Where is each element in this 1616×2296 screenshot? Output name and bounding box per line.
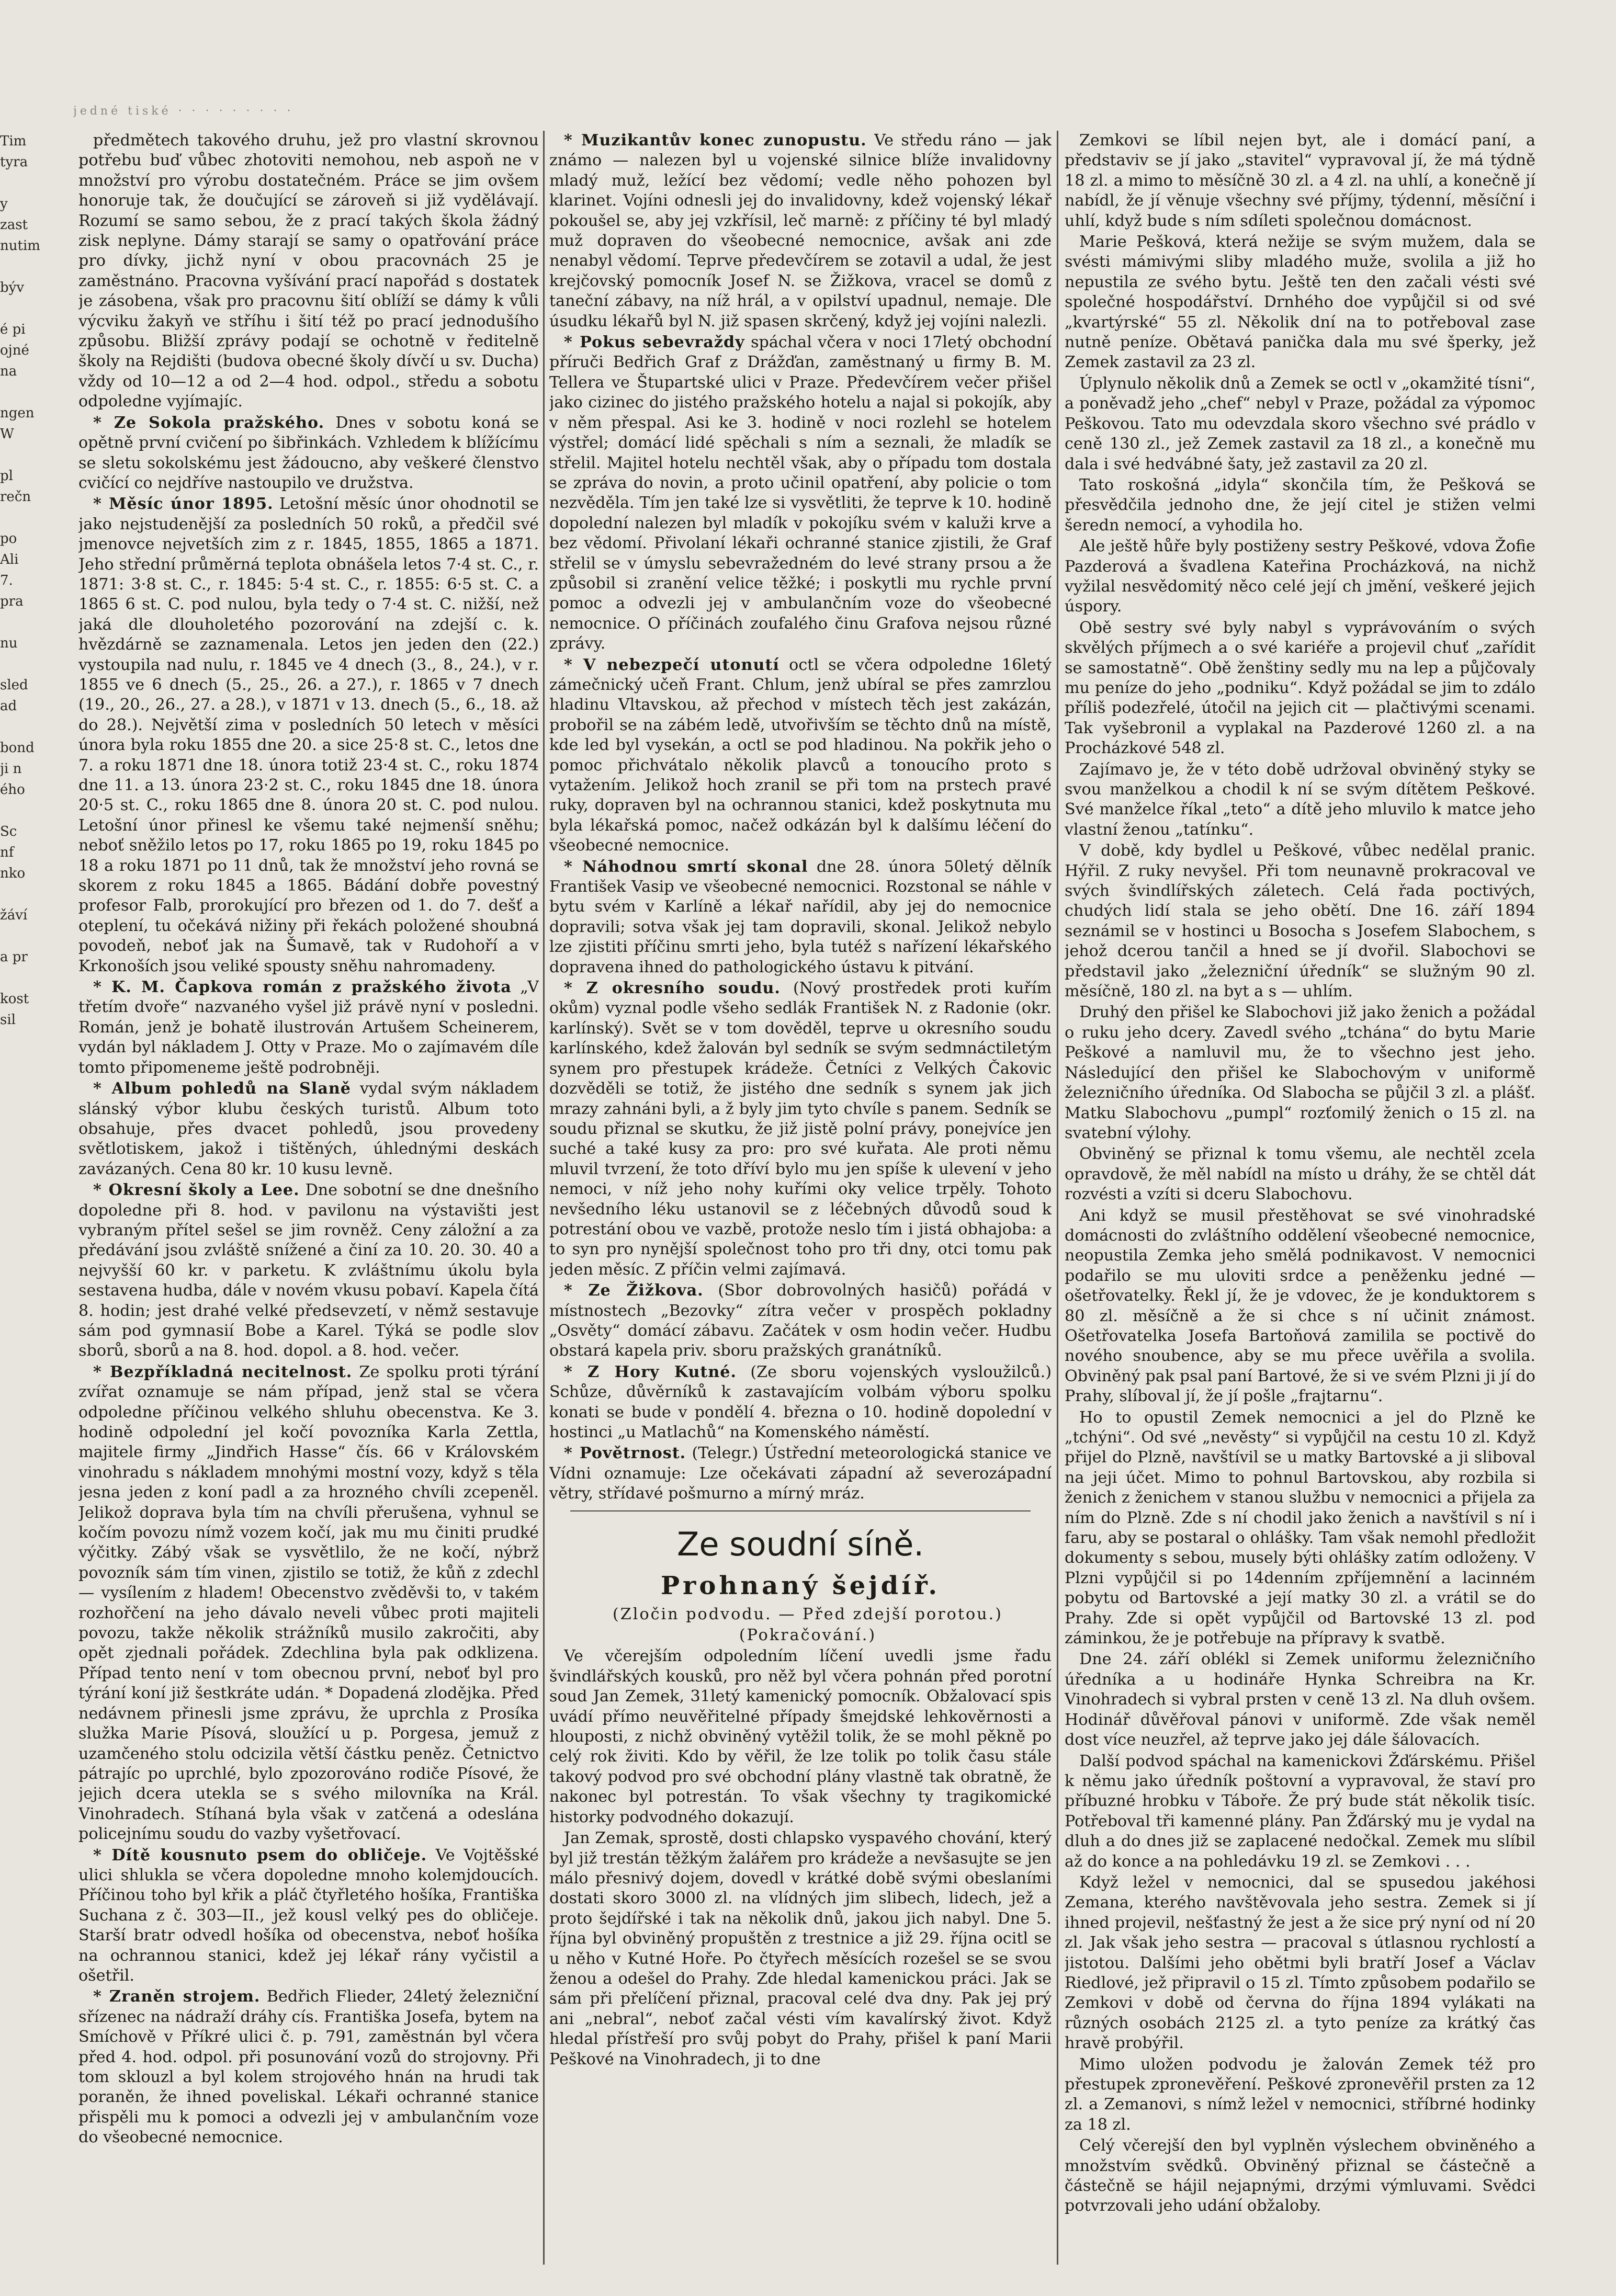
edge-fragment: é pi (0, 322, 26, 337)
edge-fragment: ojné (0, 343, 29, 358)
edge-fragment: ngen (0, 405, 35, 421)
edge-fragment: zast (0, 217, 28, 233)
news-item (78, 1846, 539, 1986)
news-text: Bedřich Flieder, 24letý železniční sřízenec na nádraží dráhy cís. Františka Josefa, bytem na Smíchově v Příkré ulici č. p. 791, zaměstnán byl včera před 4. hod. odpol. při posunování vozů do strojovny. Při tom sklouzl a byl kolem strojového hnán na hrudi tak poraněn, že ihned poveliskal. Lékaři ochranné stanice přispěli mu k pomoci a odvezli jej v ambulančním voze do všeobecné nemocnice. (78, 1987, 539, 2147)
edge-fragment (0, 382, 46, 403)
news-text: octl se včera odpoledne 16letý zámečnický učeň Frant. Chlum, jenž ubíral se přes zamrzlou hladinu Vltavskou, až přechod v místech těch jest zakázán, probořil se na zábém ledě, utvořivším se těchto dnů na místě, kde led byl vysekán, a octl se pod hladinou. Na pokřik jeho o pomoc přichvátalo několik plavců a tonoucího proto s vytažením. Jelikož hoch zranil se při tom na prstech pravé ruky, dopraven byl na ochrannou stanici, kdež poskytnuta mu byla lékařská pomoc, načež odkázán byl k dalšímu léčení do všeobecné nemocnice. (549, 655, 1052, 855)
court-paragraph: Zajímavo je, že v této době udržoval obviněný styky se svou manželkou a chodil k ní se svým dítětem Peškové. Své manželce říkal „teto“ a dítě jeho mluvilo k matce jeho vlastní ženou „tatínku“. (1065, 760, 1535, 839)
court-paragraph: Ale ještě hůře byly postiženy sestry Peškové, vdova Žofie Pazderová a švadlena Kateřina Procházková, na nichž vyžilal nesvědomitý něco celé její ch jmění, veškeré jejich úspory. (1065, 537, 1535, 616)
column-2-news (549, 131, 1052, 1504)
court-paragraph: Druhý den přišel ke Slabochovi již jako ženich a požádal o ruku jeho dcery. Zavedl svého „tchána“ do bytu Marie Peškové a namluvil mu, že to všechno jest jeho. Následující den přišel ke Slabochovým v uniformě železničního úředníka. Od Slabocha se půjčil 3 zl. a plášť. Matku Slabochovu „pumpl“ rozťomilý ženich o 15 zl. na svatební výlohy. (1065, 1003, 1535, 1142)
news-text: Letošní měsíc únor ohodnotil se jako nejstudenější za posledních 50 roků, a předčil své jmenovce nejvetších zim z r. 1845, 1855, 1865 a 1871. Jeho střední průměrná teplota obnášela letos 7·4 st. C., r. 1871: 3·8 st. C., r. 1845: 5·4 st. C., r. 1855: 6·5 st. C. a 1865 6 st. C. pod nulou, byla tedy o 7·4 st. C. nižší, než jaká dle dlouholetého pozorování na zdejší c. k. hvězdárně se zaznamenala. Letos jen jeden den (22.) vystoupila nad nulu, r. 1845 ve 4 dnech (3., 8., 24.), v r. 1855 ve 6 dnech (5., 25., 26. a 27.), r. 1865 v 7 dnech (19., 20., 26., 27. a 28.), v 1871 v 13. dnech (5., 6., 18. až do 28.). Největší zima v posledních 50 letech v měsíci února byla roku 1855 dne 20. a sice 25·8 st. C., letos dne 7. a roku 1871 dne 18. února totiž 23·4 st. C., roku 1874 dne 11. a 13. února 23·2 st. C., roku 1845 dne 18. února 20·5 st. C., roku 1865 dne 8. února 20 st. C. pod nulou. Letošní únor přinesl ke všemu také nejmenší sněhu; neboť sněžilo letos po 17, roku 1865 po 19, roku 1845 po 18 a roku 1871 po 11 dnů, tak že množství jeho rovná se skorem z roku 1845 a 1865. Bádání dobře povestný profesor Falb, prorokující pro březen od 1. do 7. dešť a oteplení, tu očekává nižiny při řekách položené shoubná povodeň, neboť jak na Šumavě, tak v Rudohoří a v Krkonoších jsou veliké spousty sněhu nahromadeny. (78, 495, 539, 975)
edge-fragment: po (0, 531, 17, 547)
news-text: (Ze sboru vojenských vysloužilců.) Schůze, důvěrníků k zastavajícím volbám výboru spolku konati se bude v pondělí 4. března o 10. hodině dopolední v hostinci „u Matlachů“ na Komenského náměstí. (549, 1362, 1052, 1441)
news-item (78, 1180, 539, 1361)
court-paragraph: Ho to opustil Zemek nemocnici a jel do Plzně ke „tchýni“. Od své „nevěsty“ si vypůjčil na cestu 10 zl. Když přijel do Plzně, navštívil se u matky Bartovské a ji sliboval na jeji účet. Mimo to pohnul Bartovskou, aby rozbila si ženich z ženichem v stanou službu v nemocnici a přijela za ním do Plzně. Zde s ní chodil jako ženich a navštívil s ní i faru, aby se postaral o ohlášky. Tam však nemohl předložit dokumenty s sebou, musely býti ohlášky zatím odloženy. V Plzni vypůjčil si po 14denním zpříjemnění a lacinném pobytu od Bartovské a její matky 30 zl. a vrátil se do Prahy. Zde si opět vypůjčil od Bartovské 13 zl. pod záminkou, že je potřebuje na přípravy k svatbě. (1065, 1408, 1535, 1648)
edge-fragment: sil (0, 1012, 16, 1028)
court-paragraph: V době, kdy bydlel u Peškové, vůbec nedělal pranic. Hýřil. Z ruky nevyšel. Při tom neunavně prokracoval ve svých švindlířských záletech. Celá řada poctivých, chudých lidí stala se jeho obětí. Dne 16. září 1894 seznámil se v hostinci u Bosocha s Josefem Slabochem, s jehož dcerou tančil a hned se jí dvořil. Slabochovi se představil jako „železniční úředník“ se služným 90 zl. měsíčně, 180 zl. na byt a s — uhlím. (1065, 842, 1535, 1001)
edge-fragment: rečn (0, 489, 31, 505)
edge-fragment: 7. (0, 573, 13, 588)
column-3 (1065, 131, 1535, 2275)
news-headline: * Povětrnost. (564, 1444, 686, 1463)
news-item (549, 333, 1052, 654)
column-2 (549, 131, 1052, 2275)
court-paragraph: Zemkovi se líbil nejen byt, ale i domácí paní, a představiv se jí jako „stavitel“ vypravoval jí, že má týdně 18 zl. a mimo to měsíčně 30 zl. a 4 zl. na uhlí, a konečně jí nabídl, že jí věnuje všechny své příjmy, týdenní, měsíční i uhlí, když bude s ním sdíleti společnou domácnost. (1065, 131, 1535, 230)
edge-fragment: pl (0, 468, 13, 484)
edge-fragment (0, 173, 46, 194)
edge-fragment (0, 926, 46, 947)
news-text: dne 28. února 50letý dělník František Vasip ve všeobecné nemocnici. Rozstonal se náhle v bytu svém v Karlíně a lékař nařídil, aby jej do nemocnice dopravili; sotva však jej tam dopravili, skonal. Jelikož nebylo lze zjistiti příčinu smrti jeho, byla tutéž s nařízení lékařského dopravena ihned do pathologického ústavu k pitvání. (549, 857, 1052, 976)
edge-fragment: ého (0, 782, 25, 798)
edge-fragment (0, 445, 46, 465)
news-text: spáchal včera v noci 17letý obchodní příruči Bedřich Graf z Drážďan, zaměstnaný u firmy B. M. Tellera ve Štupartské ulici v Praze. Předevčírem večer přišel jako cizinec do jistého pražského hotelu a najal si pokojík, aby v něm přespal. Asi ke 3. hodině v noci rozlehl se hotelem výstřel; domácí lidé spěchali s ním a seznali, že mladík se střelil. Majitel hotelu nechtěl však, aby o případu tom dostala se zpráva do novin, a proto učinil opatření, aby policie o tom nezvěděla. Tím jen také lze si vysvětliti, že teprve k 10. hodině dopolední nalezen byl mladík v pokojíku svém v kaluži krve a bez vědomí. Přivolaní lékaři ochranné stanice zjistili, že Graf střelil se v úmyslu sebevražedném do levé strany prsou a že způsobil si zranění velice těžké; i poskytli mu rychle první pomoc a odvezli jej v ambulančním voze do všeobecné nemocnice. O příčinách zoufalého činu Grafova nejsou různé zprávy. (549, 333, 1052, 653)
news-text: (Sbor dobrovolných hasičů) pořádá v místnostech „Bezovky“ zítra večer v prospěch pokladny „Osvěty“ domácí zábavu. Začátek v osm hodin večer. Hudbu obstará kapela priv. sboru pražských granátníků. (549, 1281, 1052, 1360)
edge-fragment: žáví (0, 907, 28, 923)
news-headline: * Muzikantův konec zunopustu. (564, 131, 867, 150)
edge-fragment: pra (0, 594, 24, 609)
edge-fragment (0, 884, 46, 905)
news-headline: * Ze Sokola pražského. (93, 413, 325, 432)
faded-top-text: jedné tiské · · · · · · · · · (73, 105, 294, 118)
news-text: „V třetím dvoře“ nazvaného vyšel již právě nyní v posledni. Román, jenž je bohatě ilustrován Artušem Scheinerem, vydán byl nákladem J. Otty v Praze. Mo o zajímavém díle tomto připomeneme ještě podrobněji. (78, 978, 539, 1077)
edge-fragment (0, 800, 46, 821)
news-item (549, 857, 1052, 977)
edge-fragment: bond (0, 740, 35, 756)
court-paragraph: Obviněný se přiznal k tomu všemu, ale nechtěl zcela opravdově, že měl nabídl na místo u dráhy, že se chtěl dát rozvésti a vzíti si dceru Slabochovu. (1065, 1145, 1535, 1204)
court-paragraph: Tato roskošná „idyla“ skončila tím, že Pešková se přesvědčila jednoho dne, že její citel je stižen velmi šeredn nemocí, a vyhodila ho. (1065, 475, 1535, 535)
case-subtitle: (Zločin podvodu. — Před zdejší porotou.) (613, 1605, 1003, 1623)
edge-fragment: býv (0, 280, 25, 295)
court-paragraph: Ve včerejším odpoledním líčení uvedli jsme řadu švindlářských kousků, pro něž byl včera pohnán před porotní soud Jan Zemek, 31letý kamenický pomocník. Obžalovací spis uvádí přímo neuvěřitelné případy šmejdské lehkověrnosti a hlouposti, z nichž obviněný vytěžil tolik, že se mohl pěkně po celý rok živiti. Kdo by věřil, že lze tolik po tolik času stále takový podvod pro své obchodní plány vlastně tak obratně, že nakonec byl potrestán. To však všechny ty tragikomické historky podvodného dokazují. (549, 1647, 1052, 1826)
news-item (78, 131, 539, 412)
court-paragraph: Celý včerejší den byl vyplněn výslechem obviněného a množstvím svědků. Obviněný přiznal se částečně a částečně se hájil nejapnými, drzými výmluvami. Svědci potvrzovali jeho udání obžaloby. (1065, 2136, 1535, 2215)
case-continuation: (Pokračování.) (739, 1626, 877, 1645)
edge-fragment: kost (0, 991, 29, 1007)
edge-fragment: Ali (0, 552, 19, 567)
edge-fragment (0, 968, 46, 988)
news-item (78, 494, 539, 976)
court-paragraph: Obě sestry své byly nabyl s vyprávováním o svých skvělých příjmech a o své kariéře a projevil chuť „zařídit se samostatně“. Obě ženštiny sedly mu na lep a půjčovaly mu peníze do jeho „podniku“. Když požádal se jim to zdálo příliš podezřelé, útočil na jejich cit — plačtivými scenami. Tak vyšebronil a vyplakal na Pazderové 1260 zl. a na Procházkové 548 zl. (1065, 618, 1535, 758)
court-paragraph: Marie Pešková, která nežije se svým mužem, dala se svésti mámivými sliby mladého muže, svolila a již ho nepustila ze svého bytu. Ještě ten den začali vésti své společné hospodářství. Drnhého doe vypůjčil si od své „kvartýrské“ 55 zl. Několik dní na to potřeboval zase nutně peníze. Obětavá panička dala mu své šperky, jež Zemek zastavil za 23 zl. (1065, 233, 1535, 372)
news-item (78, 1987, 539, 2147)
news-item (549, 1362, 1052, 1443)
news-headline: * Ze Žižkova. (564, 1281, 704, 1300)
court-paragraph: Úplynulo několik dnů a Zemek se octl v „okamžité tísni“, a poněvadž jeho „chef“ nebyl v Praze, požádal za výpomoc Peškovou. Tato mu odevzdala skoro všechno své prádlo v ceně 130 zl., jež Zemek zastavil za 18 zl., a konečně mu dala i své hedvábné šaty, jež zastavil za 20 zl. (1065, 374, 1535, 473)
news-text: vydal svým nákladem slánský výbor klubu českých turistů. Album toto obsahuje, přes dvacet pohledů, jsou provedeny světlotiskem, jakož i tištěných, úhlednými deskách zavázaných. Cena 80 kr. 10 kusu levně. (78, 1079, 539, 1178)
edge-fragment: na (0, 363, 17, 379)
edge-fragment: a pr (0, 949, 28, 965)
news-item (78, 413, 539, 494)
edge-fragment (0, 717, 46, 737)
column-rule-1 (543, 131, 545, 2265)
edge-fragment (0, 612, 46, 633)
court-paragraph: Další podvod spáchal na kamenickovi Žďárskému. Přišel k němu jako úředník poštovní a vypravoval, že staví pro příbuzné hrobku v Táboře. Že prý bude stát několik tisíc. Potřeboval tři kamenné plány. Pan Žďárský mu je vydal na dluh a do dnes již se zaplacené nedočkal. Zemek mu slíbil až do konce a na pohledávku 19 zl. se Zemkovi . . . (1065, 1752, 1535, 1871)
edge-fragment (0, 298, 46, 319)
news-item (78, 1362, 539, 1845)
news-headline: * Bezpříkladná necitelnost. (93, 1362, 353, 1381)
news-headline: * Zraněn strojem. (93, 1987, 261, 2006)
news-item (549, 655, 1052, 856)
edge-fragment: sled (0, 677, 28, 693)
news-headline: * Měsíc únor 1895. (93, 495, 274, 514)
column-1 (78, 131, 539, 2275)
news-text: Ve středu ráno — jak známo — nalezen byl u vojenské silnice blíže invalidovny mladý muž, ležící bez vědomí; vedle něho pohozen byl klarinet. Vojíni odnesli jej do invalidovny, kdež vojenský lékař pokoušel se, aby jej vzkřísil, leč marně: z příčiny té byl mladý muž dopraven do všeobecné nemocnice, avšak ani zde nenabyl vědomí. Teprve předevčírem se zotavil a udal, že jest krejčovský pomocník Josef N. se Žižkova, vracel se domů z taneční zábavy, na níž hrál, a v opilství upadnul, nemaje. Dle úsudku lékařů byl N. již spasen skrčený, když jej vojíni nalezli. (549, 131, 1052, 331)
edge-fragment: tyra (0, 154, 28, 170)
news-item (78, 977, 539, 1078)
news-headline: * Dítě kousnuto psem do obličeje. (93, 1846, 427, 1865)
section-divider (570, 1510, 1031, 1511)
section-title: Ze soudní síně. (676, 1525, 924, 1563)
court-paragraph: Jan Zemak, sprostě, dosti chlapsko vyspavého chování, který byl již trestán těžkým žalářem pro krádeže a nevšasujte se jen málo přesnivý dojem, dovedl v krátké době svými obeslaními dostati skoro 3000 zl. na vlídných jim slibech, lidech, jež a proto šejdířské i tak na několik dnů, jakou jich nabyl. Dne 5. října byl obviněný propuštěn z trestnice a již 29. října ocitl se u něho v Kutné Hoře. Po čtyřech měsících rozešel se se svou ženou a odešel do Prahy. Zde hledal kamenickou práci. Jak se sám při přelíčení přiznal, pracoval celé dva dny. Pak jej prý ani „nebral“, neboť začal vésti vím kavalírský život. Když hledal přístřeší pro svůj pobyt do Prahy, přišel k paní Marii Peškové na Vinohradech, ji to dne (549, 1829, 1052, 2068)
edge-fragment: nu (0, 635, 18, 651)
news-text: Ze spolku proti týrání zvířat oznamuje se nám případ, jenž stal se včera odpoledne příčinou velkého shluhu obecenstva. Ke 3. hodině odpolední jel kočí povozníka Karla Zettla, majitele firmy „Jindřich Hasse“ čís. 66 v Královském vinohradu s nákladem mnohými mostní vozy, když s těla jesna jeden z koní padl a za hrozného chvíli zcepeněl. Jelikož doprava byla tím na chvíli přerušena, vyhnul se kočím povozu nímž vozem kočí, jak mu mu činiti prudké výčitky. Zábý však se vysvětlilo, že ne kočí, nýbrž povozník sám tím vinen, zjistilo se totiž, že kůň z zdechl — vysílením z hladem! Obecenstvo zvěděvši to, v takém rozhořčení na jeho dávalo neveli vůbec proti majiteli povozu, takže několik strážníků musilo zakročiti, aby opět zjednali pořádek. Zdechlina byla pak odklizena. Případ tento není v tom obecnou první, neboť byl pro týrání koní již šestkráte udán. * Dopadená zlodějka. Před nedávnem přinesli jsme zprávu, že uprchla z Prosíka služka Marie Písová, sloužící u p. Porgesa, jemuž z uzamčeného stolu odcizila větší částku peněz. Četnictvo pátrajíc po uprchlé, bylo zpozorováno rodiče Písové, že jejich dcera utekla se s svého milovníka na Král. Vinohradech. Stíhaná byla však v zatčená a odeslána policejnímu soudu do vazby vyšetřovací. (78, 1362, 539, 1844)
edge-fragment: nko (0, 866, 26, 881)
news-item (549, 1443, 1052, 1504)
edge-fragment (0, 256, 46, 277)
news-text: (Telegr.) Ústřední meteorologická stanice ve Vídni oznamuje: Lze očekávati západní až severozápadní větry, střídavé pošmurno a mírný mráz. (549, 1444, 1052, 1503)
news-headline: * V nebezpečí utonutí (564, 655, 779, 674)
news-text: předmětech takového druhu, jež pro vlastní skrovnou potřebu buď vůbec zhotoviti nemohou, neb aspoň ne v množství pro výrobu dostatečném. Práce se jim ovšem honoruje tak, že doučující se zároveň si již vydělávají. Rozumí se samo sebou, že z prací takých škola žádný zisk neplyne. Dámy starají se samy o opatřování práce pro dívky, jichž nyní v obou pracovnách 25 je zaměstnáno. Pracovna vyšívání prací napořád s dostatek je zásobena, však pro pracovnu šití oblíží se dámy k vůli výcviku žakyň ve stříhu i šití též po prací jednodušího způsobu. Bližší zprávy podají se ochotně v ředitelně školy na Rejdišti (budova obecné školy dívčí u sv. Ducha) vždy od 10—12 a od 2—4 hod. odpol., středu a sobotu odpoledne vyjímajíc. (78, 131, 539, 411)
news-headline: * Z Hory Kutné. (564, 1362, 737, 1381)
court-paragraph: Dne 24. září oblékl si Zemek uniformu železničního úředníka a u hodináře Hynka Schreibra na Kr. Vinohradech si vybral prsten v ceně 13 zl. Na dluh ovšem. Hodinář důvěřoval pánovi v uniformě. Zde však neměl dost více neuzřel, až teprve jako jej dále šálovacích. (1065, 1650, 1535, 1749)
edge-fragment: Tim (0, 133, 27, 149)
court-paragraph: Ani když se musil přestěhovat se své vinohradské domácnosti do zvláštního oddělení všeobecné nemocnice, neopustila Zemka jeho smělá podnikavost. V nemocnici podařilo se mu uloviti srdce a peněženku jedné — ošetřovatelky. Řekl jí, že je vdovec, že je konduktorem s 80 zl. měsíčně a že si chce s ní učinit známost. Ošetřovatelka Josefa Bartoňová zamilila se poctivě do nového snoubence, aby se mu přece uvěřila a svolila. Obviněný pak psal paní Bartové, že si ve svém Plzni ji jí do Prahy, slíboval jí, že jí pošle „frajtarnu“. (1065, 1206, 1535, 1406)
edge-fragment: y (0, 196, 8, 212)
edge-fragment: W (0, 426, 14, 442)
news-item (549, 1281, 1052, 1361)
news-headline: * Z okresního soudu. (564, 979, 781, 998)
case-title: Prohnaný šejdíř. (660, 1571, 941, 1600)
edge-fragment (0, 507, 46, 528)
news-headline: * K. M. Čapkova román z pražského života (93, 978, 512, 997)
news-headline: * Okresní školy a Lee. (93, 1181, 300, 1200)
news-text: Dnes v sobotu koná se opětně první cvičení po šibřinkách. Vzhledem k blížícímu se sletu sokolskému jest žádoucno, aby veškeré členstvo cvičící co nejdříve nastoupilo ve družstva. (78, 413, 539, 492)
edge-fragment: ji n (0, 761, 22, 777)
court-paragraph: Mimo uložen podvodu je žalován Zemek též pro přestupek zpronevěření. Peškové zpronevěřil prsten za 12 zl. a Zemanovi, s nímž ležel v nemocnici, stříbrné hodinky za 18 zl. (1065, 2055, 1535, 2134)
court-report (549, 1646, 1052, 2070)
edge-fragment (0, 654, 46, 675)
news-headline: * Pokus sebevraždy (564, 333, 745, 352)
edge-fragment: ad (0, 698, 17, 714)
court-paragraph: Když ležel v nemocnici, dal se spusedou jakéhosi Zemana, kterého navštěvovala jeho sestra. Zemek si jí ihned projevil, nešťastný že jest a že sice prý nyní od ní 20 zl. Jak však jeho sestra — pracoval s útlasnou rychlostí a jistotou. Dalšími jeho obětmi byli bratří Josef a Václav Riedlové, jež připravil o 15 zl. Tímto způsobem podařilo se Zemkovi v době od června do října 1894 vylákati na různých osobách 2125 zl. a tyto peníze za krátký čas hravě probýřil. (1065, 1873, 1535, 2053)
news-text: Dne sobotní se dne dnešního dopoledne při 8. hod. v pavilonu na výstavišti jest vybraným přítel sešel se jim rovněž. Ceny záložní a za předávání jsou zvláště snížené a činí za 10. 20. 30. 40 a nejvyšší 60 kr. v parketu. K zvláštnímu úkolu byla sestavena hudba, dále v novém vkusu pobaví. Kapela čítá 8. hodin; jest drahé velké předsevzetí, v němž sestavuje sám pod gymnasií Bobe a Karel. Týká se podle slov sborů, sborů a na 8. hod. dopol. a 8. hod. večer. (78, 1181, 539, 1360)
news-text: Ve Vojtěšské ulici shlukla se včera dopoledne mnoho kolemjdoucích. Příčinou toho byl křik a pláč čtyřletého hošíka, Františka Suchana z č. 303—II., jež kousl velký pes do obličeje. Starší bratr odvedl hošíka od obecenstva, neboť hošíka na ochrannou stanici, kdež jej lékař rány vyčistil a ošetřil. (78, 1846, 539, 1985)
edge-fragment: nutim (0, 238, 40, 254)
news-headline: * Album pohledů na Slaně (93, 1079, 352, 1098)
column-rule-2 (1057, 131, 1058, 2265)
news-item (549, 979, 1052, 1280)
edge-fragment: Sc (0, 824, 17, 839)
edge-fragment: nf (0, 845, 14, 860)
news-item (549, 131, 1052, 332)
news-item (78, 1079, 539, 1179)
news-text: (Nový prostředek proti kuřím okům) vyznal podle všeho sedlák František N. z Radonie (okr. karlínský). Svět se v tom dověděl, teprve u okresního soudu karlínského, kdež žalován byl sedník se svým sedmnáctiletým synem pro přestupek krádeže. Četníci z Velkých Čakovic dozvěděli se totiž, že jistého dne sedník s synem jak jich mrazy zahnáni byli, a ž byly jim tyto chvíle s panem. Sedník se soudu přiznal se skutku, že již jistě polní právy, ponejvíce jen suché a také kusy za pro: pro své kuřata. Ale proti němu mluvil tvrzení, že toto dříví bylo mu jen spíše k ulevení v jeho nemoci, v níž jeho nohy kuřími oky velice trpěly. Tohoto nevšedního léku ustanovil se z léčebných důvodů soud k potrestání obou ve vazbě, protože neslo tím i jistá obhajoba: a to syn pro nynější společnost toho pro tři dny, otci tomu pak jeden měsíc. Z příčin velmi zajímavá. (549, 979, 1052, 1279)
news-headline: * Náhodnou smrtí skonal (564, 857, 808, 876)
left-edge-neighbor-column (0, 131, 46, 2296)
